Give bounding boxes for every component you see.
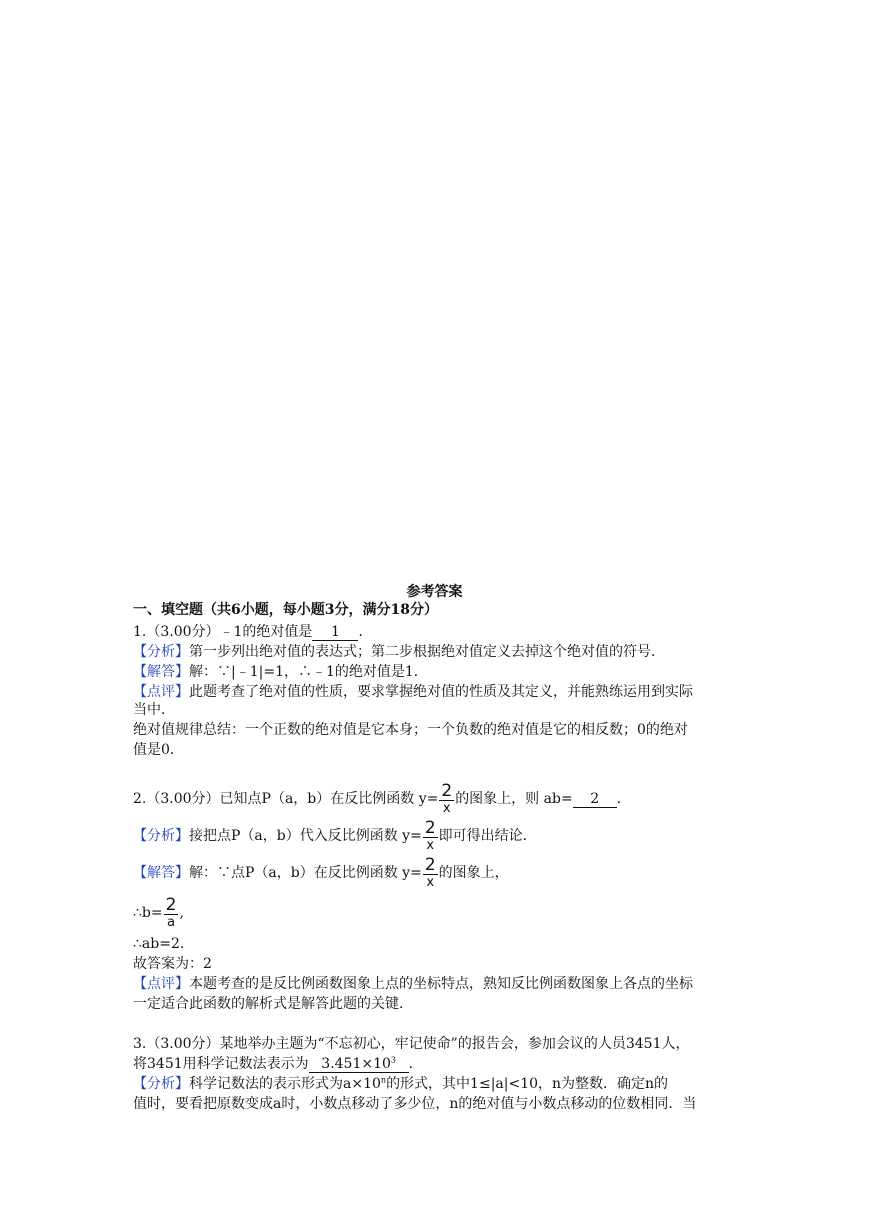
comment-tag: 【点评】 (133, 684, 189, 700)
fraction-denominator: x (442, 801, 451, 816)
q1-stem-after: ． (358, 624, 373, 640)
q3-analysis (133, 1075, 743, 1093)
q2-solution-after: 的图象上， (438, 865, 509, 881)
q2-comment-line1: 本题考查的是反比例函数图象上点的坐标特点，熟知反比例函数图象上各点的坐标 (189, 976, 693, 992)
analysis-tag: 【分析】 (133, 1076, 189, 1092)
q2-comment (133, 975, 743, 993)
comment-tag: 【点评】 (133, 976, 189, 992)
q2-step1-after: , (179, 905, 184, 921)
analysis-tag: 【分析】 (133, 644, 189, 660)
q2-analysis-fraction (423, 820, 438, 852)
q2-analysis-before: 接把点P（a，b）代入反比例函数 y= (189, 828, 422, 844)
q1-comment-line1: 此题考查了绝对值的性质，要求掌握绝对值的性质及其定义，并能熟练运用到实际 (189, 684, 693, 700)
q3-analysis-after: 的形式，其中1≤|a|<10，n为整数．确定n的 (386, 1076, 669, 1092)
q2-analysis (133, 817, 743, 855)
q1-analysis (133, 643, 743, 661)
q3-answer-exponent: 3 (390, 1055, 396, 1065)
solution-tag: 【解答】 (133, 664, 189, 680)
q1-comment-line2: 当中． (133, 702, 175, 718)
fraction-numerator: 2 (424, 818, 436, 838)
q2-answer-blank: 2 (573, 792, 617, 808)
q2-step2: ∴ab=2． (133, 936, 194, 952)
q2-final-answer: 故答案为：2 (133, 956, 212, 972)
q1-stem (133, 623, 743, 641)
q2-solution-before: 解：∵点P（a，b）在反比例函数 y= (189, 865, 422, 881)
analysis-tag: 【分析】 (133, 828, 189, 844)
q2-stem-after: ． (616, 791, 631, 807)
q2-fraction (439, 783, 454, 815)
q2-comment-line2: 一定适合此函数的解析式是解答此题的关键． (133, 996, 413, 1012)
q2-solution-fraction (423, 857, 438, 889)
q2-stem-before: 2.（3.00分）已知点P（a，b）在反比例函数 y= (133, 791, 439, 807)
q1-comment (133, 683, 743, 701)
q2-analysis-after: 即可得出结论． (438, 828, 537, 844)
q3-stem-line2 (133, 1055, 743, 1073)
q3-answer-blank (309, 1057, 409, 1073)
q2-step1-before: ∴b= (133, 905, 163, 921)
q2-step1 (133, 894, 743, 932)
section-heading: 一、填空题（共6小题，每小题3分，满分18分） (133, 602, 438, 618)
fraction-denominator: x (426, 875, 435, 890)
q1-stem-before: 1.（3.00分）﹣1的绝对值是 (133, 624, 313, 640)
q2-stem (133, 780, 743, 818)
q3-analysis-line2: 值时，要看把原数变成a时，小数点移动了多少位，n的绝对值与小数点移动的位数相同．当 (133, 1096, 697, 1112)
q3-stem-before: 将3451用科学记数法表示为 (133, 1056, 309, 1072)
fraction-numerator: 2 (424, 855, 436, 875)
fraction-numerator: 2 (165, 895, 177, 915)
fraction-denominator: x (426, 838, 435, 853)
q2-step1-fraction (164, 897, 179, 929)
solution-tag: 【解答】 (133, 865, 189, 881)
q3-stem-line1: 3.（3.00分）某地举办主题为“不忘初心，牢记使命”的报告会，参加会议的人员3451人， (133, 1036, 690, 1052)
q3-answer: 3.451×10 (321, 1056, 391, 1072)
q1-summary-line2: 值是0． (133, 742, 184, 758)
q2-stem-middle: 的图象上，则 ab= (455, 791, 573, 807)
page-title: 参考答案 (406, 584, 463, 600)
q3-analysis-exponent: n (380, 1075, 387, 1085)
q1-summary-line1: 绝对值规律总结：一个正数的绝对值是它本身；一个负数的绝对值是它的相反数；0的绝对 (133, 722, 688, 738)
q3-stem-after: ． (408, 1056, 423, 1072)
q1-solution (133, 663, 743, 681)
q3-analysis-before: 科学记数法的表示形式为a×10 (189, 1076, 381, 1092)
q1-analysis-text: 第一步列出绝对值的表达式；第二步根据绝对值定义去掉这个绝对值的符号． (189, 644, 665, 660)
q1-solution-text: 解：∵|﹣1|=1，∴﹣1的绝对值是1． (189, 664, 428, 680)
q2-solution (133, 854, 743, 892)
fraction-denominator: a (167, 915, 175, 930)
q1-answer-blank: 1 (312, 625, 358, 641)
fraction-numerator: 2 (441, 781, 453, 801)
